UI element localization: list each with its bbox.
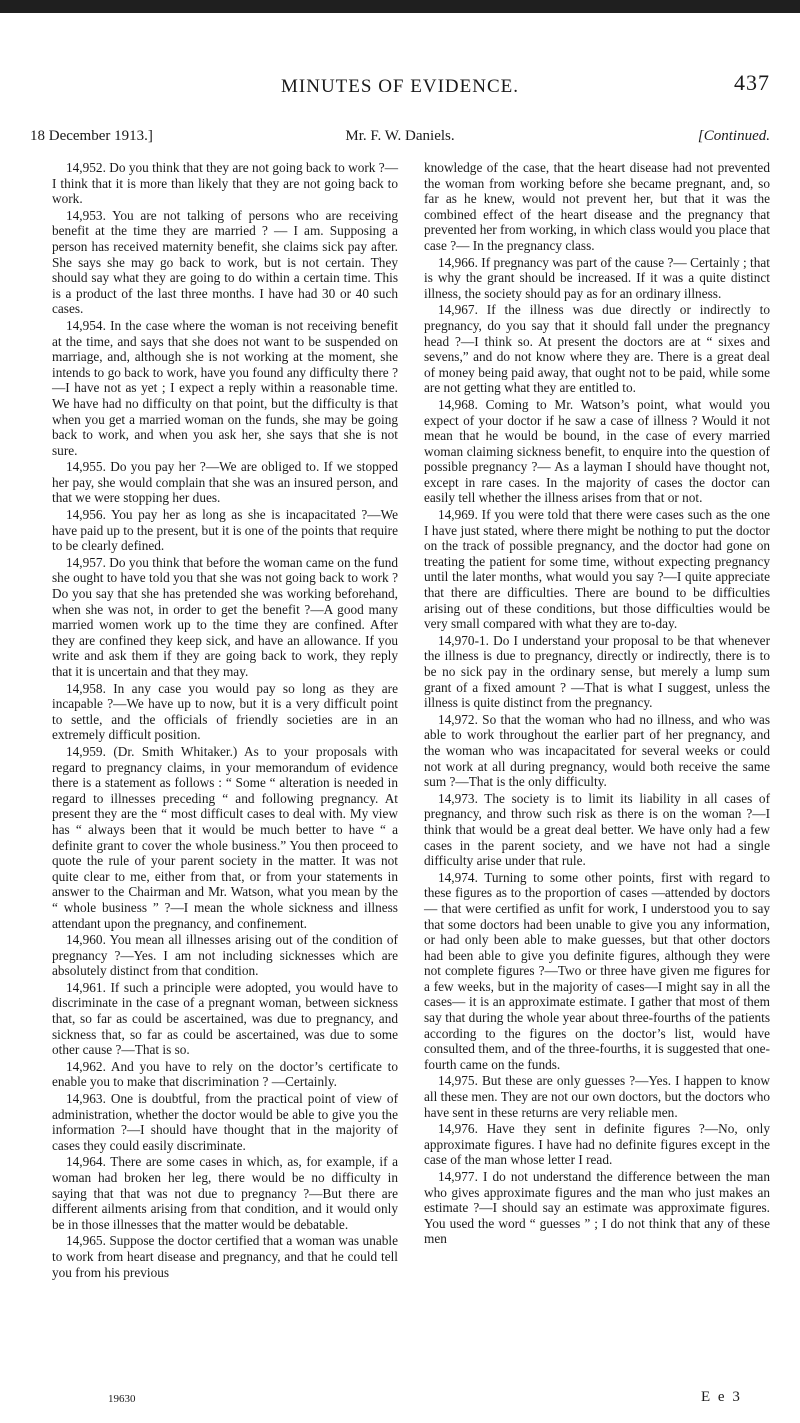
paragraph: 14,959. (Dr. Smith Whitaker.) As to your proposals with regard to pregnancy claims, in your memorandum of evidence there is a statement as follows : “ Some “ alteration is needed in regard to illnesses preceding “ and following pregnancy. At present they are the “ most difficult cases to deal with. My view has “ always been that it would be much better to have “ a definite grant to cover the whole business.” You then proceed to quote the rule of your parent society in the matter. It was not quite clear to me, either from that, or from your statements in answer to the Chairman and Mr. Watson, what you mean by the “ whole business ” ?—I mean the whole sickness and illness attendant upon the pregnancy, and confinement. (52, 743, 398, 931)
paragraph: 14,968. Coming to Mr. Watson’s point, what would you expect of your doctor if he saw a case of illness ? Would it not mean that he would be bound, in the case of every married woman claiming sickness benefit, to enquire into the question of possible pregnancy ?— As a layman I should have thought not, except in rare cases. In the majority of cases the doctor can easily tell whether the illness arises from that or not. (424, 396, 770, 506)
running-header (30, 70, 770, 100)
left-column (52, 160, 398, 1281)
paragraph: 14,974. Turning to some other points, first with regard to these figures as to the proportion of cases —attended by doctors— that were certified as unfit for work, I understood you to say that some doctors had been unable to give you any information, or had only been able to make guesses, but that other doctors had been able to give you definite figures, although they were not complete figures ?—Two or three have given me figures for a few weeks, but in the majority of cases—I might say in all the cases— it is an approximate estimate. I gather that most of them say that during the whole year about three-fourths of the patients according to the figures on the doctor’s list, would have consulted them, and of the three-fourths, it is suggested that one-fourth came on the funds. (424, 869, 770, 1072)
paragraph: knowledge of the case, that the heart disease had not prevented the woman from working before she became pregnant, and, so far as he knew, would not prevent her, but that it was the combined effect of the heart disease and the pregnancy that prevented her from working, in which class would you place that case ?— In the pregnancy class. (424, 160, 770, 253)
paragraph: 14,973. The society is to limit its liability in all cases of pregnancy, and throw such risk as there is on the woman ?—I think that would be a great deal better. We have only had a few cases in the parent society, and we have not had a single difficulty arise under that rule. (424, 790, 770, 869)
right-column (424, 160, 770, 1281)
paragraph: 14,955. Do you pay her ?—We are obliged to. If we stopped her pay, she would complain that she was an insured person, and that we were stopping her dues. (52, 459, 398, 506)
paragraph: 14,975. But these are only guesses ?—Yes. I happen to know all these men. They are not our own doctors, but the doctors who have sent in these returns are very reliable men. (424, 1073, 770, 1120)
text-columns (52, 160, 770, 1281)
paragraph: 14,967. If the illness was due directly or indirectly to pregnancy, do you say that it should fall under the pregnancy head ?—I think so. At present the doctors are at “ sixes and sevens,” and do not know where they are. There is a great deal of money being paid away, that ought not to be paid, while some are not getting what they are entitled to. (424, 302, 770, 396)
paragraph: 14,957. Do you think that before the woman came on the fund she ought to have told you that she was not going back to work ? Do you say that she has pretended she was working beforehand, when she was not, in order to get the benefit ?—A good many married women work up to the time they are confined. After they are confined they keep sick, and have an allowance. If you write and ask them if they are going back to work, they reply that it is uncertain and that they may. (52, 554, 398, 679)
paragraph: 14,972. So that the woman who had no illness, and who was able to work throughout the earlier part of her pregnancy, and the woman who was incapacitated for several weeks or could not work at all during pregnancy, would both receive the same sum ?—That is the only difficulty. (424, 711, 770, 790)
paragraph: 14,962. And you have to rely on the doctor’s certificate to enable you to make that discrimination ? —Certainly. (52, 1058, 398, 1090)
hearing-date: 18 December 1913.] (30, 128, 153, 144)
paragraph: 14,970-1. Do I understand your proposal to be that whenever the illness is due to pregnancy, directly or indirectly, there is to be no sick pay in the ordinary sense, but merely a lump sum grant of a fixed amount ? —That is what I suggest, unless the illness is quite distinct from the pregnancy. (424, 632, 770, 711)
paragraph: 14,952. Do you think that they are not going back to work ?—I think that it is more than likely that they are not going back to work. (52, 160, 398, 207)
paragraph: 14,961. If such a principle were adopted, you would have to discriminate in the case of a pregnant woman, between sickness that, so far as could be ascertained, was due to pregnancy, and sickness that, so far as could be ascertained, was due to some other cause ?—That is so. (52, 979, 398, 1058)
paragraph: 14,960. You mean all illnesses arising out of the condition of pregnancy ?—Yes. I am not including sicknesses which are absolutely distinct from that condition. (52, 932, 398, 979)
witness-name: Mr. F. W. Daniels. (345, 128, 455, 144)
page-title: MINUTES OF EVIDENCE. (281, 76, 519, 97)
paragraph: 14,958. In any case you would pay so long as they are incapable ?—We have up to now, but it is a very difficult point to settle, and the officials of friendly societies are in an extremely difficult position. (52, 680, 398, 743)
sub-header (30, 128, 770, 150)
signature-mark: E e 3 (701, 1389, 742, 1405)
paragraph: 14,953. You are not talking of persons who are receiving benefit at the time they are married ? — I am. Supposing a person has received maternity benefit, she claims sick pay after. She says she may go back to work, but is not certain. They should say what they are going to do within a certain time. This is a product of the last three months. I have had 30 or 40 such cases. (52, 207, 398, 317)
paragraph: 14,963. One is doubtful, from the practical point of view of administration, whether the doctor would be able to give you the information ?—I should have thought that in the majority of cases they could easily discriminate. (52, 1091, 398, 1153)
page-top-border (0, 0, 800, 13)
paragraph: 14,965. Suppose the doctor certified that a woman was unable to work from heart disease and pregnancy, and that he could tell you from his previous (52, 1233, 398, 1280)
paragraph: 14,969. If you were told that there were cases such as the one I have just stated, where there might be nothing to put the doctor on the track of possible pregnancy, and the doctor had gone on treating the patient for some time, without expecting pregnancy until the later months, what would you say ?—I quite appreciate that there are difficulties. There are bound to be difficulties arising out of these conditions, but those difficulties would be very small compared with what they are to-day. (424, 507, 770, 632)
paragraph: 14,976. Have they sent in definite figures ?—No, only approximate figures. I have had no definite figures except in the case of the man whose letter I read. (424, 1121, 770, 1168)
paragraph: 14,954. In the case where the woman is not receiving benefit at the time, and says that she does not want to be suspended on marriage, and, although she is not working at the moment, she intends to go back to work, have you found any difficulty there ?—I have not as yet ; I expect a reply within a reasonable time. We have had no difficulty on that point, but the difficulty is that when you get a married woman on the funds, she may be going back to work, and when you ask her, she says that she is not sure. (52, 317, 398, 458)
paragraph: 14,966. If pregnancy was part of the cause ?— Certainly ; that is why the grant should be increased. If it was a quite distinct illness, the society should pay as for an ordinary illness. (424, 254, 770, 301)
continued-note: [Continued. (697, 128, 770, 144)
paragraph: 14,956. You pay her as long as she is incapacitated ?—We have paid up to the present, but it is one of the points that require to be clearly defined. (52, 507, 399, 554)
print-code: 19630 (108, 1393, 136, 1405)
paragraph: 14,964. There are some cases in which, as, for example, if a woman had broken her leg, there would be no difficulty in saying that that was not due to pregnancy ?—But there are different ailments arising from that condition, and it would only be in those illnesses that the matter would be debatable. (52, 1154, 398, 1232)
paragraph: 14,977. I do not understand the difference between the man who gives approximate figures and the man who just makes an estimate ?—I should say an estimate was approximate figures. You used the word “ guesses ” ; I do not think that any of these men (424, 1169, 770, 1247)
page-number: 437 (734, 70, 770, 95)
